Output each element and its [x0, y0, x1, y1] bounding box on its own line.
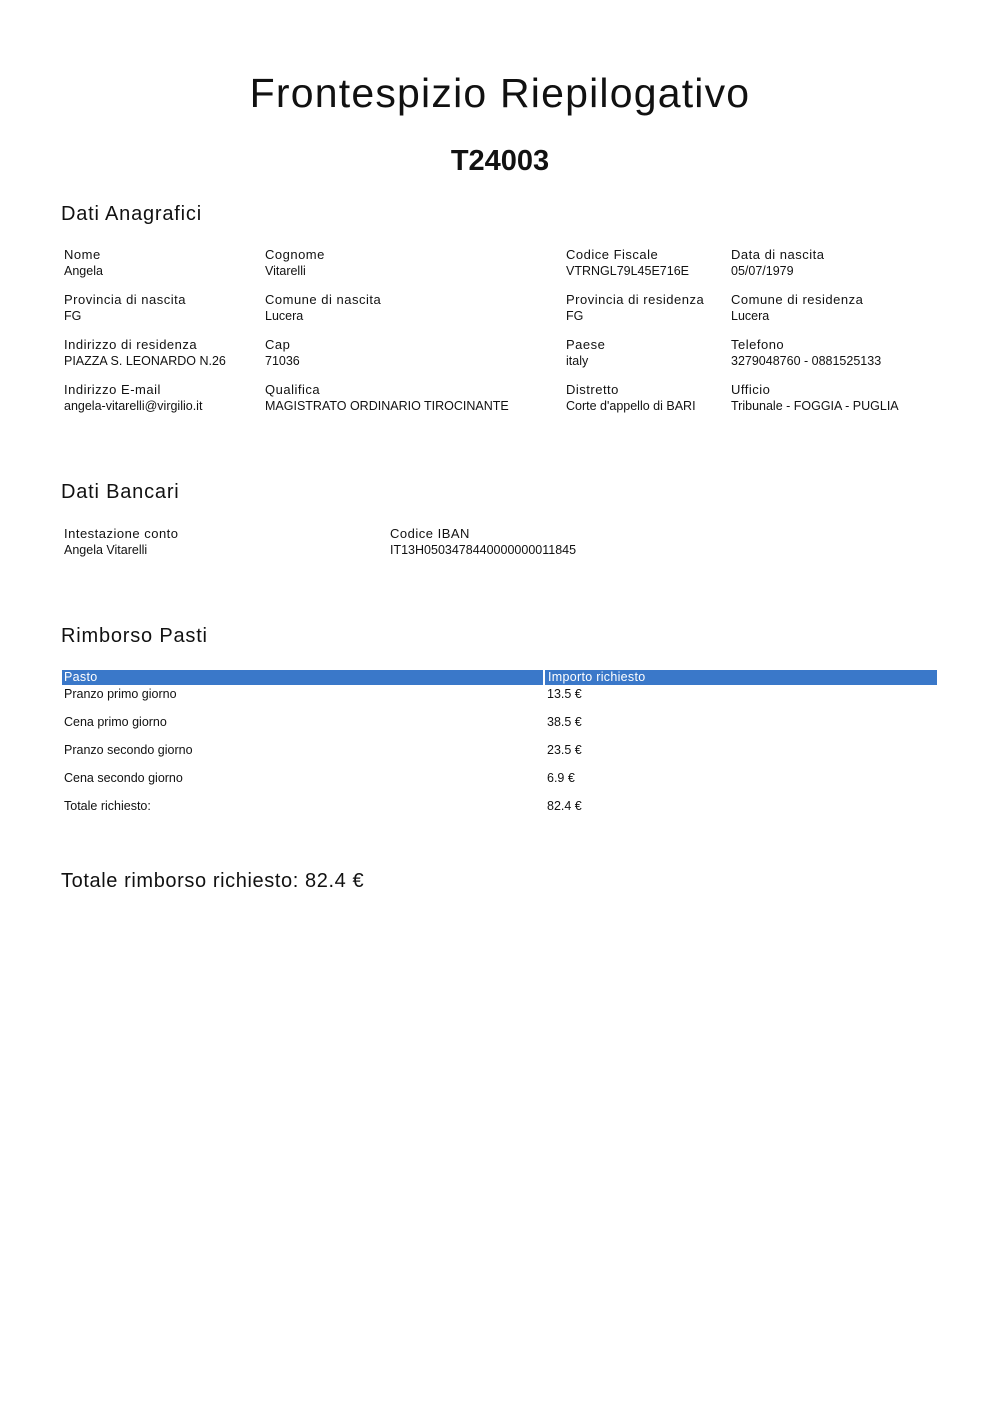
field-value: Tribunale - FOGGIA - PUGLIA [731, 399, 899, 413]
field-qualifica [265, 381, 509, 415]
field-value: angela-vitarelli@virgilio.it [64, 399, 203, 413]
section-title-anagrafica: Dati Anagrafici [61, 203, 202, 225]
field-distretto [566, 381, 696, 415]
cell-pasto: Cena secondo giorno [64, 771, 183, 785]
table-row [62, 713, 937, 741]
field-iban [390, 525, 576, 559]
field-value: Lucera [731, 309, 770, 323]
field-intestazione-conto [64, 525, 179, 559]
field-label: Comune di residenza [731, 292, 864, 307]
field-value: FG [64, 309, 82, 323]
field-value: VTRNGL79L45E716E [566, 264, 689, 278]
cell-pasto: Totale richiesto: [64, 799, 151, 813]
page-title: Frontespizio Riepilogativo [249, 70, 751, 116]
field-label: Telefono [731, 337, 785, 352]
field-value: Angela [64, 264, 103, 278]
field-value: Corte d'appello di BARI [566, 399, 696, 413]
field-value: PIAZZA S. LEONARDO N.26 [64, 354, 226, 368]
column-header-importo: Importo richiesto [545, 670, 937, 685]
table-row [62, 769, 937, 797]
field-value: 05/07/1979 [731, 264, 794, 278]
cell-importo: 23.5 € [547, 743, 582, 757]
field-ufficio [731, 381, 899, 415]
field-paese [566, 336, 605, 370]
field-cognome [265, 246, 325, 280]
field-value: Lucera [265, 309, 304, 323]
field-label: Indirizzo E-mail [64, 382, 161, 397]
field-provincia-nascita [64, 291, 186, 325]
cell-importo: 38.5 € [547, 715, 582, 729]
field-label: Provincia di residenza [566, 292, 705, 307]
field-value: FG [566, 309, 584, 323]
field-cap [265, 336, 300, 370]
field-provincia-residenza [566, 291, 704, 325]
field-label: Codice IBAN [390, 526, 470, 541]
field-label: Distretto [566, 382, 619, 397]
table-total-row [62, 797, 937, 825]
field-label: Cap [265, 337, 291, 352]
field-label: Cognome [265, 247, 325, 262]
cell-pasto: Cena primo giorno [64, 715, 167, 729]
field-value: Vitarelli [265, 264, 306, 278]
field-label: Comune di nascita [265, 292, 382, 307]
field-telefono [731, 336, 881, 370]
field-label: Indirizzo di residenza [64, 337, 198, 352]
field-value: italy [566, 354, 589, 368]
field-data-nascita [731, 246, 825, 280]
field-indirizzo-residenza [64, 336, 226, 370]
field-value: 3279048760 - 0881525133 [731, 354, 882, 368]
field-email [64, 381, 202, 415]
field-label: Codice Fiscale [566, 247, 659, 262]
cell-importo: 6.9 € [547, 771, 575, 785]
cell-pasto: Pranzo primo giorno [64, 687, 177, 701]
field-comune-residenza [731, 291, 863, 325]
grand-total: Totale rimborso richiesto: 82.4 € [61, 870, 365, 892]
section-title-bancari: Dati Bancari [61, 481, 180, 503]
field-label: Paese [566, 337, 606, 352]
field-comune-nascita [265, 291, 381, 325]
field-codice-fiscale [566, 246, 689, 280]
cell-importo: 82.4 € [547, 799, 582, 813]
field-label: Intestazione conto [64, 526, 179, 541]
table-row [62, 741, 937, 769]
cell-importo: 13.5 € [547, 687, 582, 701]
field-label: Provincia di nascita [64, 292, 186, 307]
field-label: Ufficio [731, 382, 771, 397]
section-title-pasti: Rimborso Pasti [61, 625, 208, 647]
field-nome [64, 246, 103, 280]
field-value: Angela Vitarelli [64, 543, 148, 557]
meal-table [62, 670, 937, 825]
table-row [62, 685, 937, 713]
field-value: 71036 [265, 354, 300, 368]
field-label: Qualifica [265, 382, 321, 397]
field-label: Data di nascita [731, 247, 825, 262]
field-value: MAGISTRATO ORDINARIO TIROCINANTE [265, 399, 509, 413]
field-value: IT13H0503478440000000011845 [390, 543, 577, 557]
cell-pasto: Pranzo secondo giorno [64, 743, 193, 757]
column-header-pasto: Pasto [62, 670, 543, 685]
field-label: Nome [64, 247, 101, 262]
table-header [62, 670, 937, 685]
document-code: T24003 [450, 145, 550, 177]
